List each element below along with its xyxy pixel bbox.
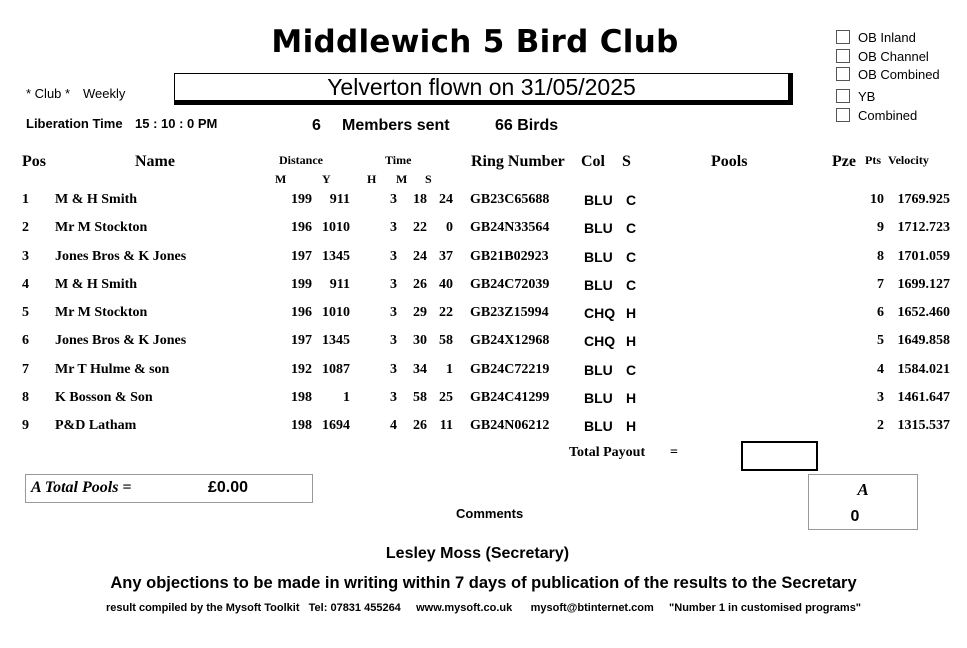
row-velocity: 1461.647	[897, 390, 950, 405]
row-yards: 1010	[322, 305, 350, 320]
subheader-hours: H	[367, 172, 377, 186]
row-minutes: 58	[413, 390, 427, 405]
row-hours: 3	[390, 362, 397, 377]
pool-a-label: A	[857, 480, 869, 499]
row-sex: C	[626, 362, 637, 378]
row-ring: GB24C72219	[470, 362, 550, 377]
subheader-seconds: S	[425, 172, 432, 186]
row-velocity: 1584.021	[897, 362, 950, 377]
row-seconds: 58	[439, 333, 453, 348]
header-distance: Distance	[279, 153, 323, 167]
row-points: 4	[877, 362, 884, 377]
row-name: P&D Latham	[55, 418, 137, 433]
row-minutes: 26	[413, 418, 427, 433]
option-combined[interactable]	[836, 108, 917, 124]
row-seconds: 0	[446, 220, 453, 235]
subheader-minutes: M	[396, 172, 408, 186]
total-payout-label: Total Payout	[569, 445, 646, 460]
club-type: * Club *	[26, 86, 71, 101]
pools-label: A Total Pools =	[31, 479, 132, 496]
row-name: M & H Smith	[55, 192, 138, 207]
row-colour: CHQ	[584, 305, 616, 321]
option-label: OB Combined	[858, 67, 940, 82]
comments-label: Comments	[456, 506, 524, 521]
header-pts: Pts	[865, 153, 881, 167]
row-miles: 199	[291, 277, 312, 292]
row-ring: GB24X12968	[470, 333, 550, 348]
pools-value: £0.00	[208, 479, 249, 496]
row-yards: 1345	[322, 333, 350, 348]
row-velocity: 1315.537	[897, 418, 950, 433]
row-ring: GB21B02923	[470, 249, 549, 264]
row-miles: 196	[291, 305, 312, 320]
row-velocity: 1712.723	[897, 220, 950, 235]
pools-box	[25, 474, 313, 503]
liberation-label: Liberation Time	[26, 116, 123, 131]
pool-a-value: 0	[850, 508, 860, 525]
row-velocity: 1649.858	[897, 333, 950, 348]
row-sex: C	[626, 249, 637, 265]
header-col: Col	[581, 153, 605, 170]
row-name: Jones Bros & K Jones	[55, 333, 187, 348]
option-ob-combined[interactable]	[836, 67, 940, 83]
row-sex: H	[626, 418, 637, 434]
row-colour: BLU	[584, 220, 613, 236]
race-title-box	[174, 73, 793, 105]
row-pos: 5	[22, 305, 29, 320]
row-points: 5	[877, 333, 884, 348]
checkbox-icon[interactable]	[836, 108, 850, 122]
row-hours: 4	[390, 418, 397, 433]
row-yards: 1345	[322, 249, 350, 264]
frequency: Weekly	[83, 86, 126, 101]
row-seconds: 40	[439, 277, 453, 292]
option-label: OB Channel	[858, 49, 929, 64]
row-hours: 3	[390, 220, 397, 235]
row-minutes: 30	[413, 333, 427, 348]
row-pos: 4	[22, 277, 29, 292]
secretary: Lesley Moss (Secretary)	[385, 545, 570, 562]
header-time: Time	[385, 153, 412, 167]
row-pos: 1	[22, 192, 29, 207]
header-pze: Pze	[832, 153, 856, 170]
row-sex: C	[626, 220, 637, 236]
row-minutes: 29	[413, 305, 427, 320]
option-label: Combined	[858, 108, 918, 123]
row-yards: 1087	[322, 362, 350, 377]
row-minutes: 24	[413, 249, 427, 264]
header-pos: Pos	[22, 153, 46, 170]
row-minutes: 26	[413, 277, 427, 292]
row-seconds: 22	[439, 305, 453, 320]
row-colour: BLU	[584, 362, 613, 378]
row-name: Mr M Stockton	[55, 305, 148, 320]
birds-count: 66 Birds	[495, 117, 559, 134]
row-yards: 911	[329, 277, 350, 292]
checkbox-icon[interactable]	[836, 49, 850, 63]
row-name: Mr T Hulme & son	[55, 362, 170, 377]
row-colour: BLU	[584, 390, 613, 406]
row-yards: 911	[329, 192, 350, 207]
row-points: 6	[877, 305, 884, 320]
row-hours: 3	[390, 390, 397, 405]
club-title: Middlewich 5 Bird Club	[271, 24, 679, 60]
row-sex: C	[626, 192, 637, 208]
row-velocity: 1769.925	[897, 192, 950, 207]
row-colour: BLU	[584, 192, 613, 208]
members-label: Members sent	[342, 117, 450, 134]
row-colour: BLU	[584, 277, 613, 293]
race-title: Yelverton flown on 31/05/2025	[327, 74, 636, 100]
row-pos: 6	[22, 333, 29, 348]
row-points: 9	[877, 220, 884, 235]
row-miles: 197	[291, 333, 312, 348]
row-minutes: 34	[413, 362, 427, 377]
row-name: K Bosson & Son	[55, 390, 153, 405]
row-hours: 3	[390, 305, 397, 320]
row-ring: GB23C65688	[470, 192, 550, 207]
option-label: YB	[858, 89, 876, 104]
row-minutes: 22	[413, 220, 427, 235]
row-yards: 1	[343, 390, 350, 405]
option-yb[interactable]	[836, 89, 875, 105]
row-yards: 1694	[322, 418, 350, 433]
row-sex: H	[626, 333, 637, 349]
row-colour: CHQ	[584, 333, 616, 349]
total-payout-box	[741, 441, 818, 471]
subheader-yards: Y	[322, 172, 331, 186]
option-label: OB Inland	[858, 30, 916, 45]
row-points: 7	[877, 277, 884, 292]
row-yards: 1010	[322, 220, 350, 235]
row-colour: BLU	[584, 249, 613, 265]
row-miles: 196	[291, 220, 312, 235]
row-seconds: 37	[439, 249, 453, 264]
row-velocity: 1652.460	[897, 305, 950, 320]
row-ring: GB24C41299	[470, 390, 550, 405]
row-miles: 198	[291, 390, 312, 405]
header-name: Name	[135, 153, 175, 170]
row-ring: GB24N33564	[470, 220, 550, 235]
row-hours: 3	[390, 277, 397, 292]
members-count: 6	[312, 117, 321, 134]
row-seconds: 25	[439, 390, 453, 405]
row-miles: 199	[291, 192, 312, 207]
row-ring: GB24N06212	[470, 418, 550, 433]
row-pos: 8	[22, 390, 29, 405]
row-ring: GB23Z15994	[470, 305, 549, 320]
row-sex: H	[626, 390, 637, 406]
checkbox-icon[interactable]	[836, 30, 850, 44]
row-pos: 9	[22, 418, 29, 433]
option-ob-inland[interactable]	[836, 30, 916, 46]
row-ring: GB24C72039	[470, 277, 550, 292]
header-velocity: Velocity	[888, 153, 929, 167]
row-points: 2	[877, 418, 884, 433]
header-ring-number: Ring Number	[471, 153, 565, 170]
row-colour: BLU	[584, 418, 613, 434]
row-seconds: 11	[439, 418, 453, 433]
subheader-miles: M	[275, 172, 287, 186]
row-sex: H	[626, 305, 637, 321]
row-points: 3	[877, 390, 884, 405]
row-seconds: 1	[446, 362, 453, 377]
row-miles: 197	[291, 249, 312, 264]
row-points: 10	[870, 192, 884, 207]
row-velocity: 1701.059	[897, 249, 950, 264]
row-miles: 192	[291, 362, 312, 377]
header-pools: Pools	[711, 153, 748, 170]
liberation-time: 15 : 10 : 0 PM	[135, 116, 218, 131]
row-miles: 198	[291, 418, 312, 433]
row-minutes: 18	[413, 192, 427, 207]
total-payout-equals: =	[670, 445, 678, 460]
header-sex: S	[622, 153, 631, 170]
checkbox-icon[interactable]	[836, 67, 850, 81]
checkbox-icon[interactable]	[836, 89, 850, 103]
row-pos: 2	[22, 220, 29, 235]
row-velocity: 1699.127	[897, 277, 950, 292]
row-hours: 3	[390, 192, 397, 207]
row-name: Jones Bros & K Jones	[55, 249, 187, 264]
row-pos: 3	[22, 249, 29, 264]
row-name: M & H Smith	[55, 277, 138, 292]
row-name: Mr M Stockton	[55, 220, 148, 235]
row-seconds: 24	[439, 192, 453, 207]
objection-notice: Any objections to be made in writing within 7 days of publication of the results to the Secretary	[110, 574, 857, 592]
pool-a-box	[808, 474, 918, 530]
row-hours: 3	[390, 249, 397, 264]
option-ob-channel[interactable]	[836, 49, 929, 65]
row-sex: C	[626, 277, 637, 293]
row-points: 8	[877, 249, 884, 264]
row-hours: 3	[390, 333, 397, 348]
row-pos: 7	[22, 362, 29, 377]
footer-credits: result compiled by the Mysoft Toolkit Tel: 07831 455264 www.mysoft.co.uk mysoft@btinternet.com "Number 1 in customised programs"	[105, 602, 862, 614]
